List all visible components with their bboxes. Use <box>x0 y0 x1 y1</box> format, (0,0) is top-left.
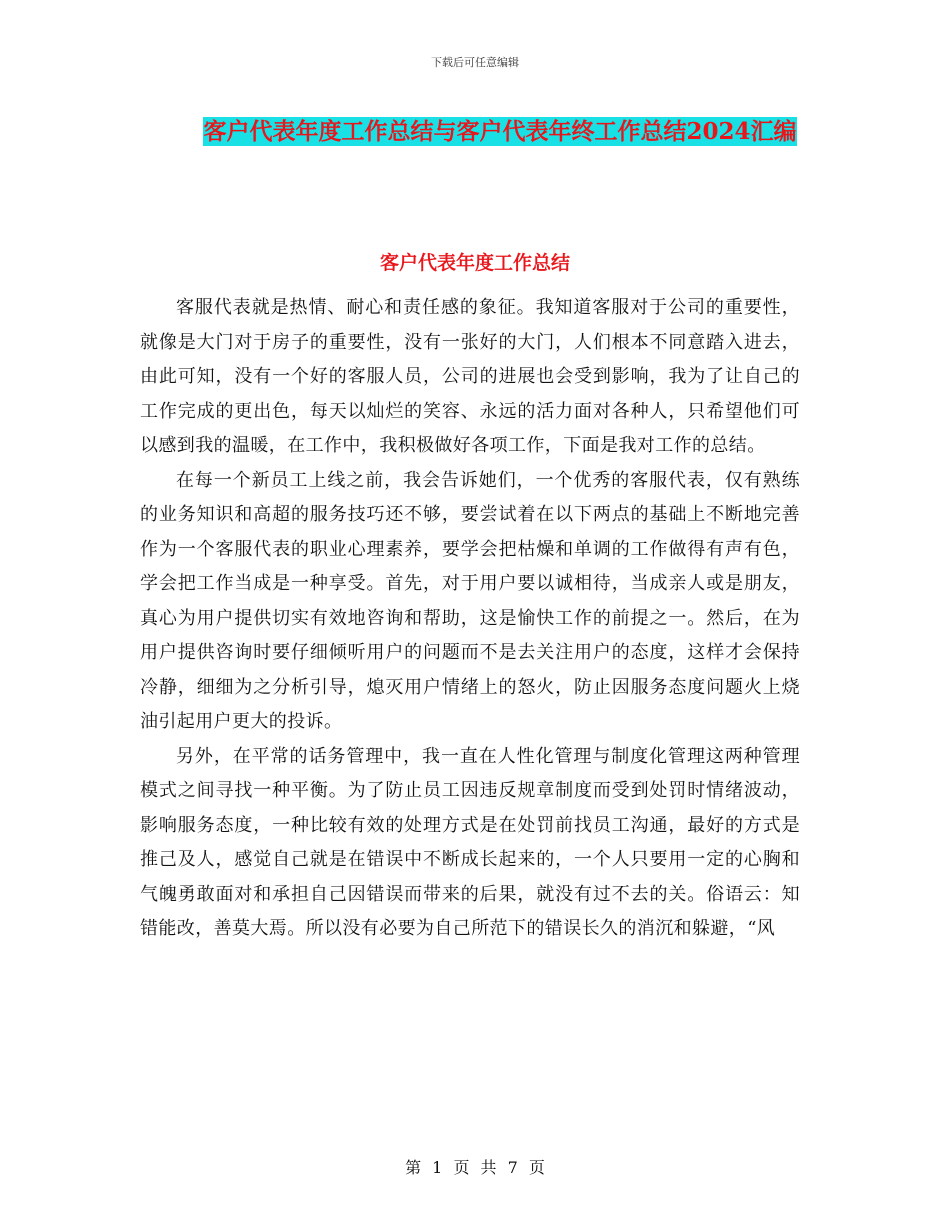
page-number-footer: 第 1 页 共 7 页 <box>405 1158 545 1177</box>
page-header-note: 下载后可任意编辑 <box>431 56 519 69</box>
document-title <box>150 110 850 153</box>
body-paragraph-2: 在每一个新员工上线之前，我会告诉她们，一个优秀的客服代表，仅有熟练的业务知识和高超的服务技巧还不够，要尝试着在以下两点的基础上不断地完善作为一个客服代表的职业心理素养，要学会把枯燥和单调的工作做得有声有色，学会把工作当成是一种享受。首先，对于用户要以诚相待，当成亲人或是朋友，真心为用户提供切实有效地咨询和帮助，这是愉快工作的前提之一。然后，在为用户提供咨询时要仔细倾听用户的问题而不是去关注用户的态度，这样才会保持冷静，细细为之分析引导，熄灭用户情绪上的怒火，防止因服务态度问题火上烧油引起用户更大的投诉。 <box>140 469 800 732</box>
document-title-text: 客户代表年度工作总结与客户代表年终工作总结2024汇编 <box>203 118 797 145</box>
body-paragraph-1: 客服代表就是热情、耐心和责任感的象征。我知道客服对于公司的重要性，就像是大门对于房子的重要性，没有一张好的大门，人们根本不同意踏入进去，由此可知，没有一个好的客服人员，公司的进展也会受到影响，我为了让自己的工作完成的更出色，每天以灿烂的笑容、永远的活力面对各种人，只希望他们可以感到我的温暖，在工作中，我积极做好各项工作，下面是我对工作的总结。 <box>140 297 800 456</box>
document-body <box>140 291 800 947</box>
section-title: 客户代表年度工作总结 <box>379 252 570 274</box>
body-paragraph-3: 另外，在平常的话务管理中，我一直在人性化管理与制度化管理这两种管理模式之间寻找一种平衡。为了防止员工因违反规章制度而受到处罚时情绪波动，影响服务态度，一种比较有效的处理方式是在处罚前找员工沟通，最好的方式是推己及人，感觉自己就是在错误中不断成长起来的，一个人只要用一定的心胸和气魄勇敢面对和承担自己因错误而带来的后果，就没有过不去的关。俗语云：知错能改，善莫大焉。所以没有必要为自己所范下的错误长久的消沉和躲避，“风 <box>140 745 800 939</box>
